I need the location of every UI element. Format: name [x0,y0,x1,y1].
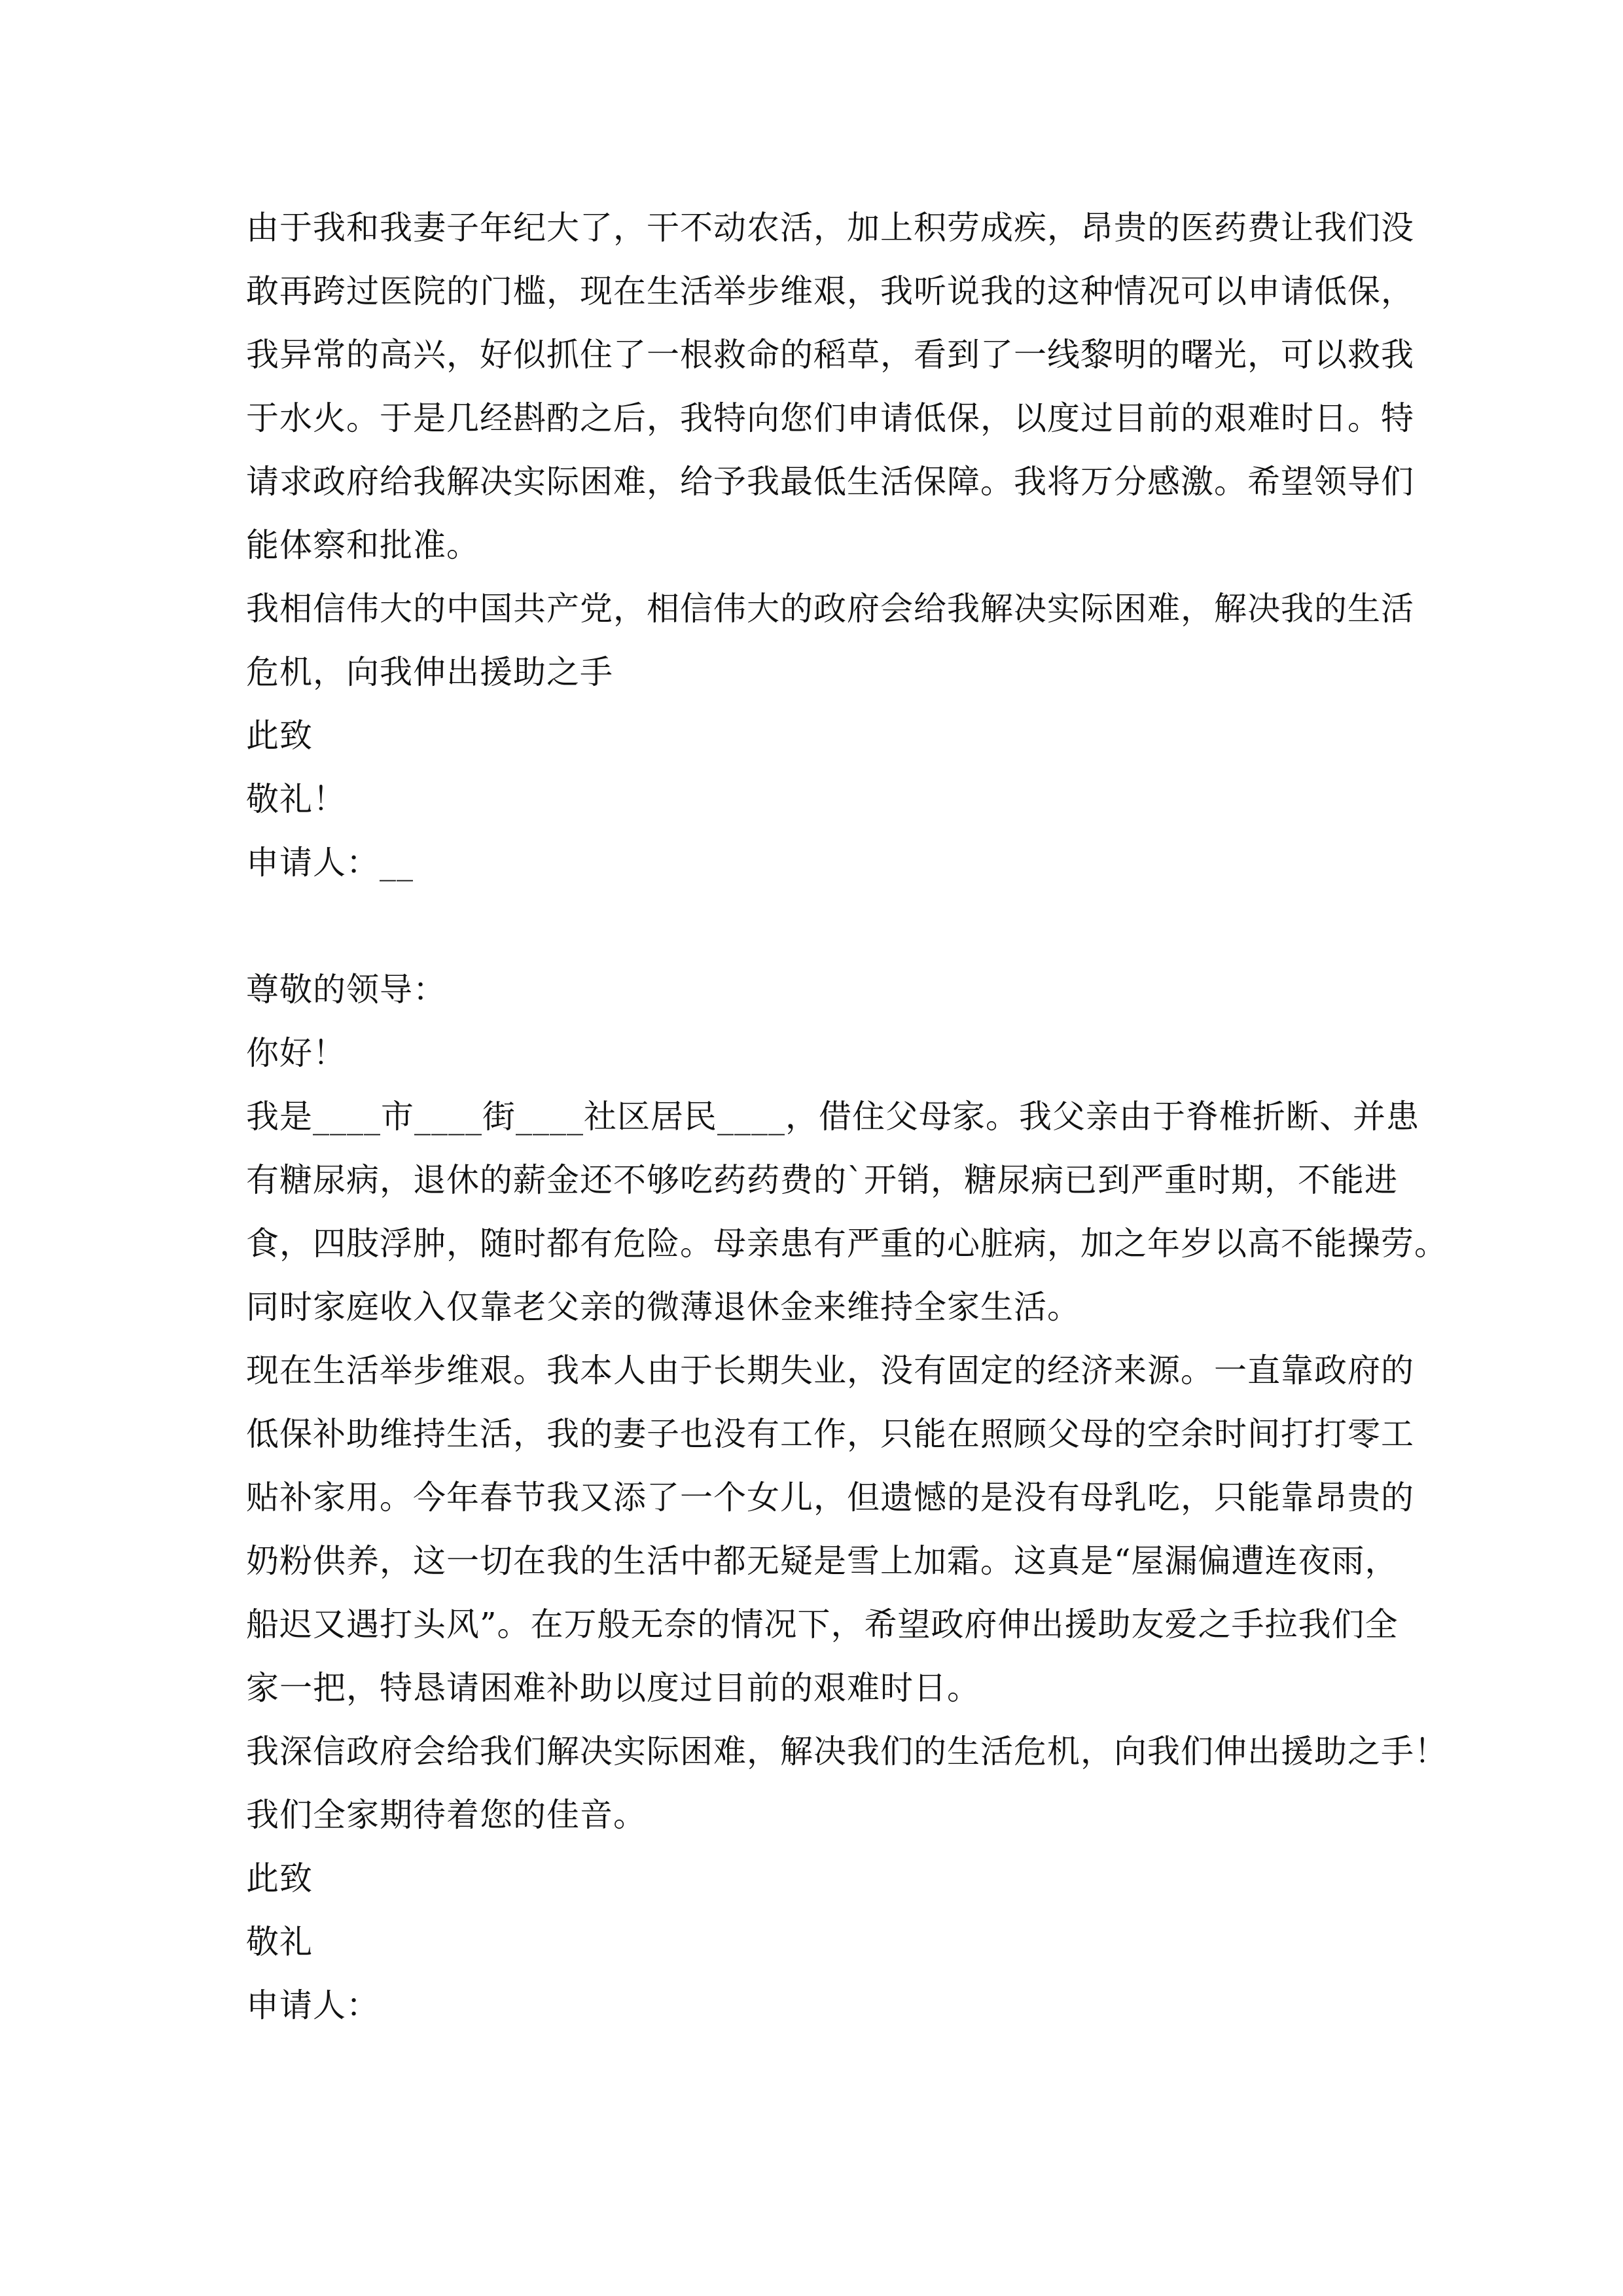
text-line: 请求政府给我解决实际困难，给予我最低生活保障。我将万分感激。希望领导们 [246,463,1414,501]
text-line: 低保补助维持生活，我的妻子也没有工作，只能在照顾父母的空余时间打打零工 [246,1415,1414,1453]
letter-2-applicant: 申请人： [246,1986,380,2024]
text-line: 我深信政府会给我们解决实际困难，解决我们的生活危机，向我们伸出援助之手！ [246,1732,1448,1770]
text-line: 我们全家期待着您的佳音。 [246,1796,647,1834]
letter-1-closing-2: 敬礼！ [246,780,346,818]
letter-2-paragraph-2 [246,1339,1414,1720]
text-line: 现在生活举步维艰。我本人由于长期失业，没有固定的经济来源。一直靠政府的 [246,1352,1414,1390]
letter-2-greeting: 你好！ [246,1034,346,1072]
text-line: 我相信伟大的中国共产党，相信伟大的政府会给我解决实际困难，解决我的生活 [246,590,1414,628]
text-line: 贴补家用。今年春节我又添了一个女儿，但遗憾的是没有母乳吃，只能靠昂贵的 [246,1479,1414,1516]
text-line: 食，四肢浮肿，随时都有危险。母亲患有严重的心脏病，加之年岁以高不能操劳。 [246,1225,1448,1263]
text-line: 同时家庭收入仅靠老父亲的微薄退休金来维持全家生活。 [246,1288,1080,1326]
text-line: 奶粉供养，这一切在我的生活中都无疑是雪上加霜。这真是“屋漏偏遭连夜雨， [246,1542,1399,1580]
text-line: 能体察和批准。 [246,526,480,564]
letter-1-paragraph-1 [246,196,1414,577]
document-body [246,196,1448,2037]
letter-separator [246,895,1385,958]
letter-1-paragraph-2 [246,577,1414,704]
letter-1-applicant: 申请人：__ [246,844,414,882]
text-line: 我是____市____街____社区居民____，借住父母家。我父亲由于脊椎折断、并患 [246,1098,1419,1136]
text-line: 危机，向我伸出援助之手 [246,653,613,691]
text-line: 于水火。于是几经斟酌之后，我特向您们申请低保，以度过目前的艰难时日。特 [246,399,1414,437]
text-line: 船迟又遇打头风”。在万般无奈的情况下，希望政府伸出援助友爱之手拉我们全 [246,1605,1399,1643]
text-line: 敢再跨过医院的门槛，现在生活举步维艰，我听说我的这种情况可以申请低保， [246,272,1414,310]
letter-2-paragraph-3 [246,1720,1448,1847]
text-line: 由于我和我妻子年纪大了，干不动农活，加上积劳成疾，昂贵的医药费让我们没 [246,209,1414,247]
letter-2-salutation: 尊敬的领导： [246,971,446,1009]
text-line: 我异常的高兴，好似抓住了一根救命的稻草，看到了一线黎明的曙光，可以救我 [246,336,1414,374]
letter-2-paragraph-1 [246,1085,1448,1339]
text-line: 家一把，特恳请困难补助以度过目前的艰难时日。 [246,1669,980,1707]
text-line: 有糖尿病，退休的薪金还不够吃药药费的`开销，糖尿病已到严重时期，不能进 [246,1161,1398,1199]
letter-2-closing-1: 此致 [246,1859,313,1897]
letter-1-closing-1: 此致 [246,717,313,755]
letter-2-closing-2: 敬礼 [246,1923,313,1961]
